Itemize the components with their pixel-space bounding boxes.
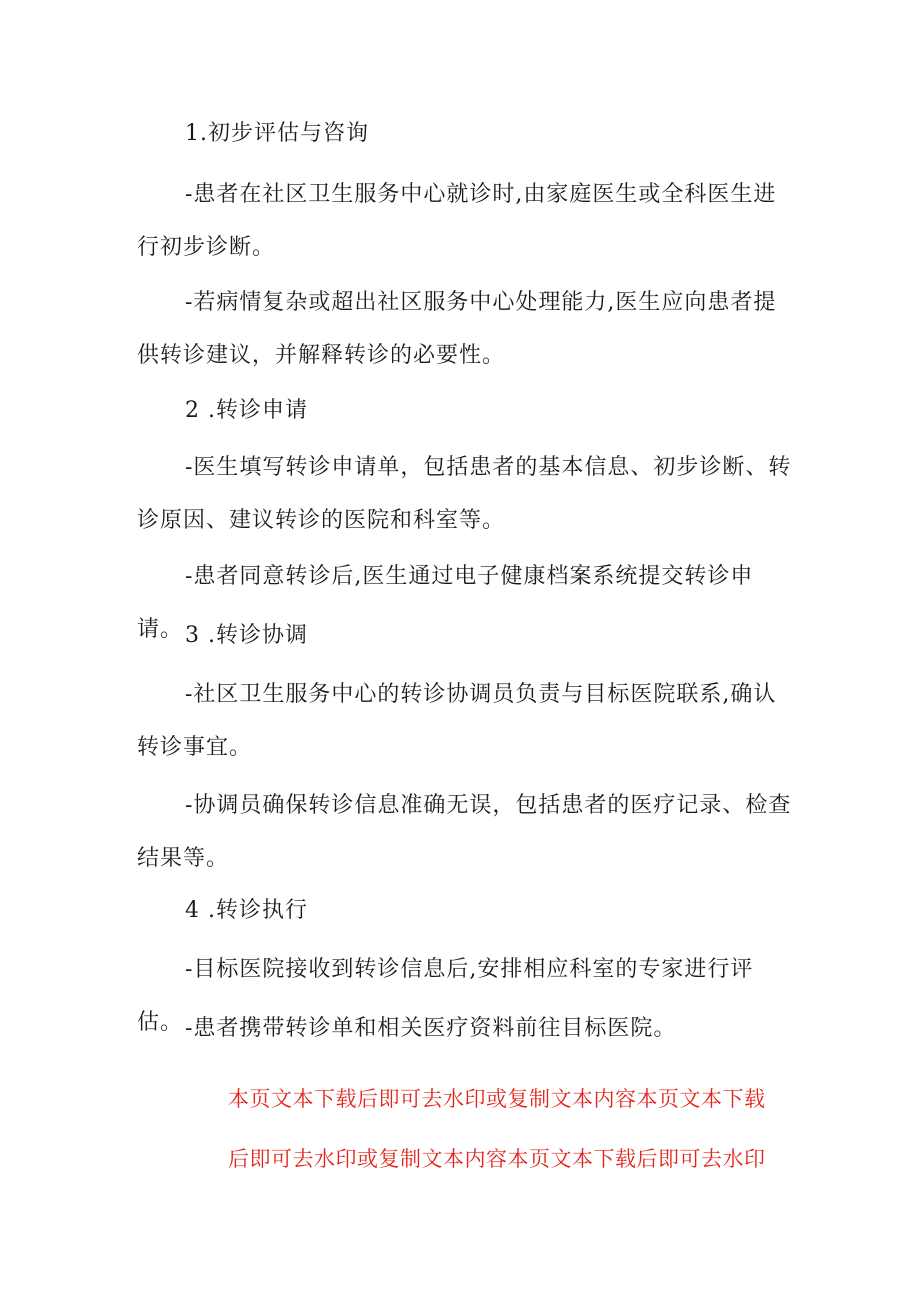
section-4-paragraph-2: -患者携带转诊单和相关医疗资料前往目标医院。 (185, 1016, 677, 1041)
section-1-paragraph-1: -患者在社区卫生服务中心就诊时,由家庭医生或全科医生进行初步诊断。 (137, 182, 777, 260)
watermark-notice-line-1: 本页文本下载后即可去水印或复制文本内容本页文本下载 (228, 1087, 766, 1111)
section-3-heading: 3 .转诊协调 (185, 623, 308, 648)
section-4-heading: 4 .转诊执行 (185, 898, 308, 923)
section-3-paragraph-2: -协调员确保转诊信息准确无误，包括患者的医疗记录、检查结果等。 (137, 793, 792, 871)
section-2-heading: 2 .转诊申请 (185, 398, 308, 423)
section-4-paragraph-1: -目标医院接收到转诊信息后,安排相应科室的专家进行评估。 (137, 957, 754, 1035)
section-2-paragraph-1: -医生填写转诊申请单，包括患者的基本信息、初步诊断、转诊原因、建议转诊的医院和科室等。 (137, 455, 792, 533)
section-1-heading: 1.初步评估与咨询 (185, 121, 369, 146)
section-2-paragraph-2: -患者同意转诊后,医生通过电子健康档案系统提交转诊申请。 (137, 564, 754, 642)
section-1-paragraph-2: -若病情复杂或超出社区服务中心处理能力,医生应向患者提供转诊建议，并解释转诊的必要性。 (137, 290, 777, 368)
watermark-notice-line-2: 后即可去水印或复制文本内容本页文本下载后即可去水印 (228, 1147, 766, 1171)
section-3-paragraph-1: -社区卫生服务中心的转诊协调员负责与目标医院联系,确认转诊事宜。 (137, 682, 777, 760)
